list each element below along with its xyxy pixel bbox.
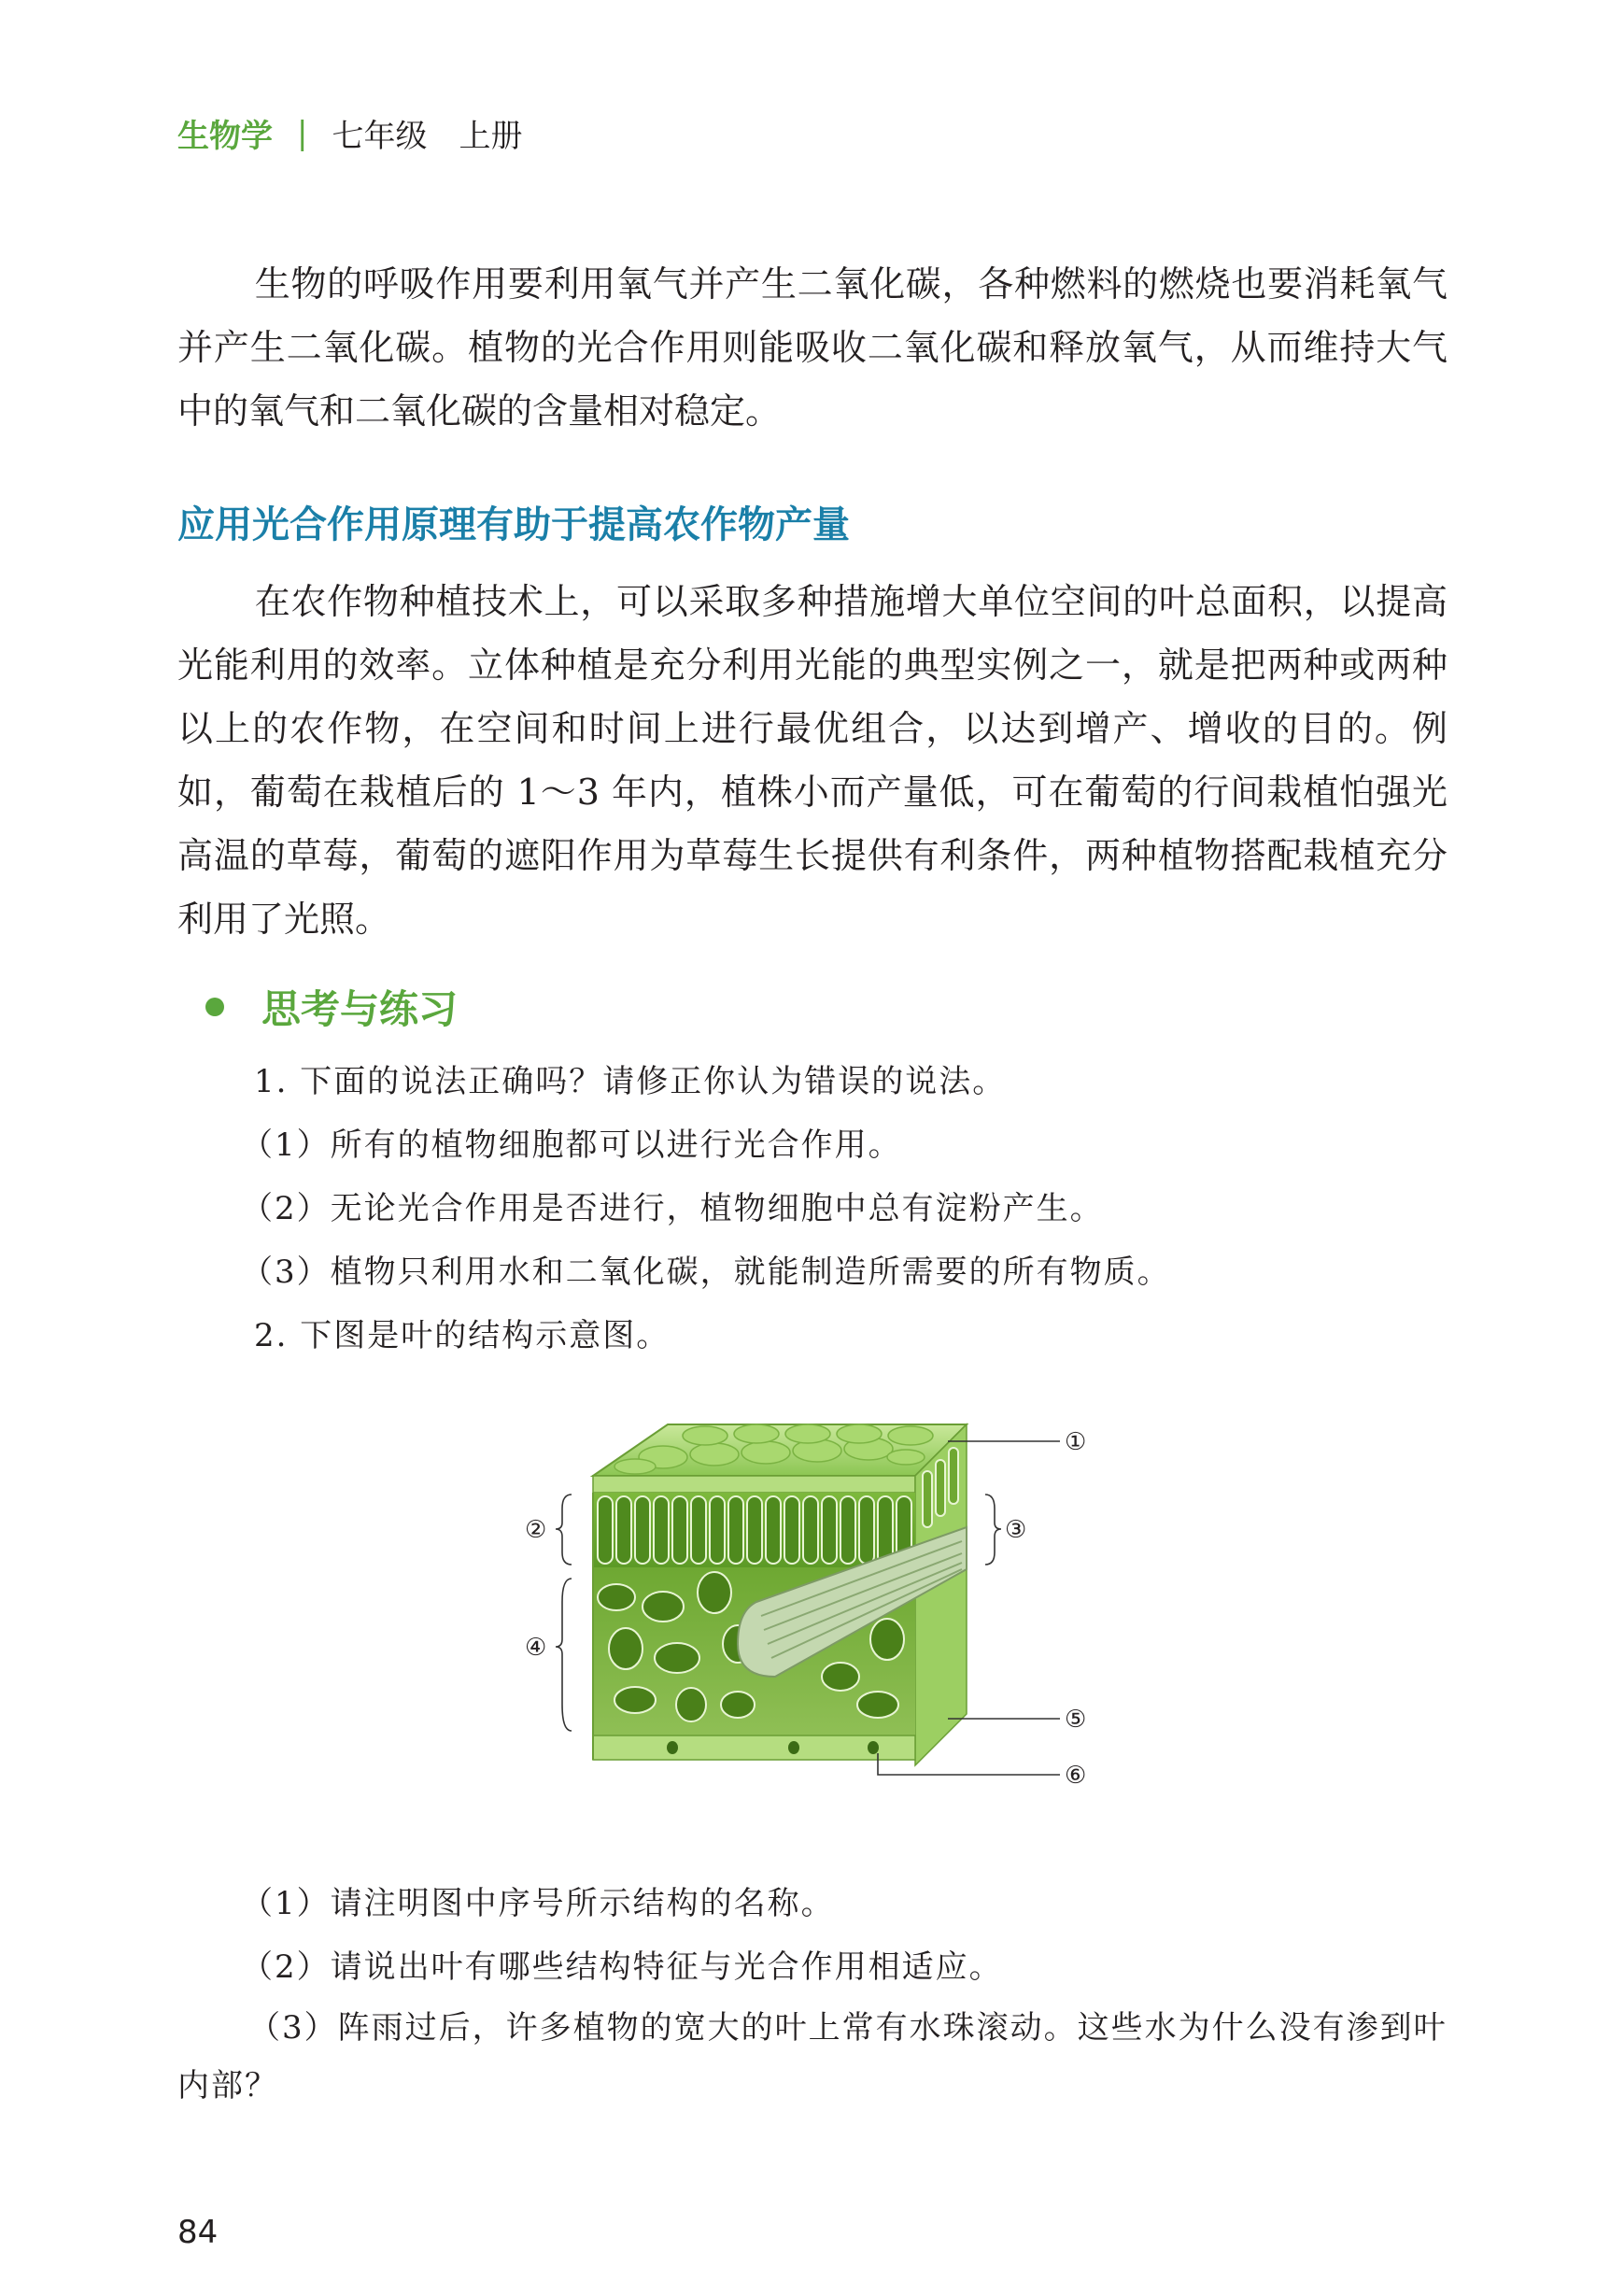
header-separator: | (297, 114, 308, 152)
question-1-3: （3）植物只利用水和二氧化碳，就能制造所需要的所有物质。 (241, 1254, 1171, 1291)
paragraph-respiration (177, 252, 1447, 443)
figure-label-6: ⑥ (1065, 1762, 1087, 1790)
figure-label-5: ⑤ (1065, 1706, 1087, 1734)
question-1: 1. 下面的说法正确吗？请修正你认为错误的说法。 (254, 1063, 1007, 1100)
leaf-structure-figure (523, 1406, 1102, 1798)
header-grade: 七年级 上册 (332, 118, 523, 155)
paragraph-planting (177, 570, 1447, 951)
paragraph-2-text: 在农作物种植技术上，可以采取多种措施增大单位空间的叶总面积，以提高光能利用的效率。立体种植是充分利用光能的典型实例之一，就是把两种或两种以上的农作物，在空间和时间上进行最优组合，以达到增产、增收的目的。例如，葡萄在栽植后的 1～3 年内，植株小而产量低，可在葡萄的行间栽植怕强光高温的草莓，葡萄的遮阳作用为草莓生长提供有利条件，两种植物搭配栽植充分利用了光照。 (177, 581, 1447, 940)
exercise-heading (205, 979, 458, 1035)
running-header (177, 110, 522, 156)
figure-label-4: ④ (525, 1634, 547, 1662)
bullet-dot-icon (205, 998, 224, 1016)
section-title: 应用光合作用原理有助于提高农作物产量 (177, 503, 850, 546)
figure-label-2: ② (525, 1516, 547, 1544)
question-2-3-text: （3）阵雨过后，许多植物的宽大的叶上常有水珠滚动。这些水为什么没有渗到叶内部？ (177, 2009, 1447, 2104)
question-1-1: （1）所有的植物细胞都可以进行光合作用。 (241, 1126, 902, 1164)
figure-label-3: ③ (1005, 1516, 1027, 1544)
question-2: 2. 下图是叶的结构示意图。 (254, 1317, 671, 1354)
question-2-2: （2）请说出叶有哪些结构特征与光合作用相适应。 (241, 1948, 1003, 1986)
page-number: 84 (177, 2214, 219, 2251)
paragraph-1-text: 生物的呼吸作用要利用氧气并产生二氧化碳，各种燃料的燃烧也要消耗氧气并产生二氧化碳。植物的光合作用则能吸收二氧化碳和释放氧气，从而维持大气中的氧气和二氧化碳的含量相对稳定。 (177, 263, 1447, 432)
question-2-3 (177, 1999, 1457, 2115)
figure-label-1: ① (1065, 1428, 1087, 1456)
question-2-1: （1）请注明图中序号所示结构的名称。 (241, 1885, 835, 1922)
exercise-title: 思考与练习 (261, 986, 459, 1032)
question-1-2: （2）无论光合作用是否进行，植物细胞中总有淀粉产生。 (241, 1190, 1104, 1227)
header-subject: 生物学 (177, 118, 273, 155)
